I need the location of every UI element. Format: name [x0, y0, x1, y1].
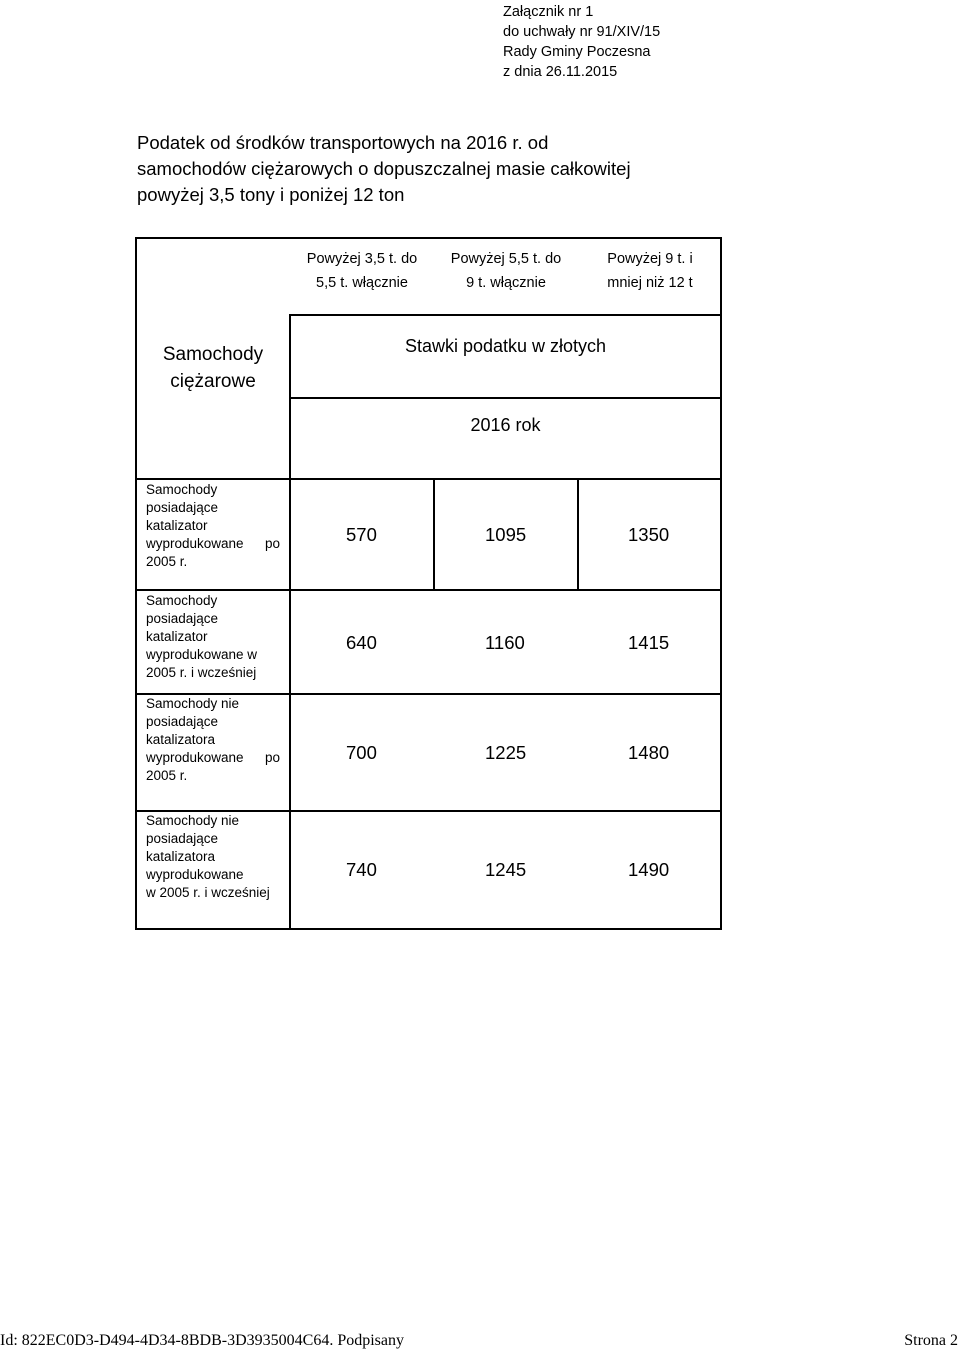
document-title: [137, 130, 631, 208]
row-label: [146, 695, 280, 785]
label-line: 2005 r.: [146, 768, 188, 783]
attachment-line: Rady Gminy Poczesna: [503, 44, 651, 60]
column-header-3-5-to-5-5: [292, 247, 432, 295]
rate-value: 700: [346, 742, 377, 763]
grid-line: [135, 478, 722, 480]
category-line: Samochody: [162, 344, 264, 365]
label-word: po: [264, 750, 280, 765]
grid-line: [289, 314, 291, 930]
label-word: po: [264, 536, 280, 551]
year-label: 2016 rok: [470, 415, 541, 435]
label-line: posiadające: [146, 831, 219, 846]
label-line: katalizator: [146, 629, 208, 644]
label-line: posiadające: [146, 500, 219, 515]
header-line: mniej niż 12 t: [607, 275, 693, 291]
attachment-line: Załącznik nr 1: [503, 4, 594, 20]
grid-line: [289, 314, 722, 316]
label-line: katalizatora: [146, 732, 216, 747]
rate-value: 1480: [628, 742, 670, 763]
header-line: Powyżej 9 t. i: [607, 251, 693, 267]
label-word: wyprodukowane: [146, 536, 244, 551]
rates-label: Stawki podatku w złotych: [404, 336, 607, 356]
category-label: [137, 341, 289, 395]
row-label: [146, 812, 280, 902]
rate-value: 1415: [628, 632, 670, 653]
category-line: ciężarowe: [170, 371, 256, 392]
grid-line: [577, 479, 579, 590]
title-line: samochodów ciężarowych o dopuszczalnej masie całkowitej: [137, 158, 631, 179]
label-line: katalizator: [146, 518, 208, 533]
label-line: posiadające: [146, 714, 219, 729]
label-line: 2005 r.: [146, 554, 188, 569]
column-header-9-to-12: [580, 247, 720, 295]
grid-line: [433, 479, 435, 590]
row-label: [146, 592, 280, 682]
label-line: wyprodukowane w: [146, 647, 258, 662]
label-word: wyprodukowane: [146, 750, 244, 765]
header-line: Powyżej 5,5 t. do: [450, 251, 562, 267]
label-line: Samochody: [146, 593, 218, 608]
rate-value: 1225: [485, 742, 527, 763]
label-line: wyprodukowane: [146, 867, 244, 882]
title-line: powyżej 3,5 tony i poniżej 12 ton: [137, 184, 405, 205]
label-line: [146, 535, 280, 553]
grid-line: [720, 314, 722, 930]
header-line: Powyżej 3,5 t. do: [306, 251, 418, 267]
rate-value: 1245: [485, 859, 527, 880]
title-line: Podatek od środków transportowych na 2016 r. od: [137, 132, 549, 153]
header-line: 5,5 t. włącznie: [316, 275, 408, 291]
rate-value: 1095: [485, 524, 527, 545]
grid-line: [135, 589, 722, 591]
page-number: Strona 2: [904, 1332, 958, 1349]
grid-line: [289, 397, 722, 399]
attachment-line: z dnia 26.11.2015: [503, 64, 618, 80]
header-line: 9 t. włącznie: [466, 275, 546, 291]
label-line: w 2005 r. i wcześniej: [146, 885, 270, 900]
row-label: [146, 481, 280, 571]
rate-value: 1350: [628, 524, 670, 545]
column-header-5-5-to-9: [436, 247, 576, 295]
attachment-note: [503, 2, 660, 82]
label-line: Samochody: [146, 482, 218, 497]
rate-value: 1490: [628, 859, 670, 880]
rate-value: 640: [346, 632, 377, 653]
rate-value: 570: [346, 524, 377, 545]
attachment-line: do uchwały nr 91/XIV/15: [503, 24, 661, 40]
label-line: Samochody nie: [146, 813, 240, 828]
label-line: [146, 749, 280, 767]
label-line: katalizatora: [146, 849, 216, 864]
label-line: Samochody nie: [146, 696, 240, 711]
label-line: posiadające: [146, 611, 219, 626]
rate-value: 1160: [485, 632, 525, 653]
rate-value: 740: [346, 859, 377, 880]
label-line: 2005 r. i wcześniej: [146, 665, 257, 680]
document-id-footer: Id: 822EC0D3-D494-4D34-8BDB-3D3935004C64. Podpisany: [0, 1332, 404, 1349]
